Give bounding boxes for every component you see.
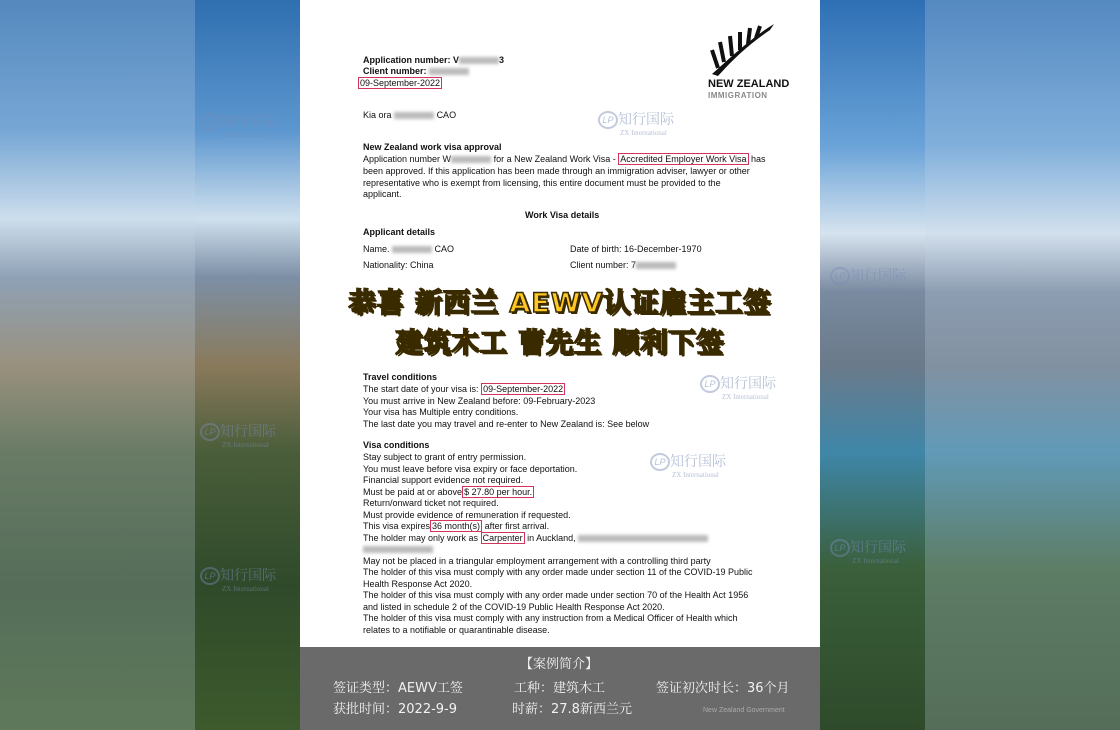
- travel-arrive: You must arrive in New Zealand before: 09-February-2023: [363, 396, 596, 406]
- summary-wage: 时薪：27.8新西兰元: [512, 702, 632, 717]
- condition-duration: This visa expires 36 month(s) after first arrival.: [363, 521, 550, 531]
- watermark: LP 知行国际 ZX International: [200, 566, 276, 594]
- approval-line: Application number W for a New Zealand Work Visa - Accredited Employer Work Visa has: [363, 154, 766, 164]
- letter-date: 09-September-2022: [360, 78, 441, 88]
- applicant-name: Name. CAO: [363, 244, 455, 254]
- travel-title: Travel conditions: [363, 372, 438, 382]
- approval-line: representative who is exempt from licensing, this entire document must be provided to the: [363, 178, 721, 188]
- watermark: LP 知行国际 ZX International: [700, 374, 776, 402]
- date-of-birth: Date of birth: 16-December-1970: [570, 244, 702, 254]
- condition-wage: Must be paid at or above $ 27.80 per hour.: [363, 486, 533, 497]
- travel-start: The start date of your visa is: 09-September-2022: [363, 384, 564, 394]
- condition: You must leave before visa expiry or face deportation.: [363, 463, 578, 474]
- summary-duration: 签证初次时长：36个月: [656, 681, 790, 696]
- nationality: Nationality: China: [363, 260, 434, 270]
- summary-job: 工种：建筑木工: [514, 681, 606, 696]
- background-blur-left: [0, 0, 195, 730]
- watermark: LP 知行国际 ZX International: [598, 110, 674, 138]
- condition: Must provide evidence of remuneration if requested.: [363, 509, 571, 520]
- condition: Health Response Act 2020.: [363, 578, 473, 589]
- logo-subtext: IMMIGRATION: [708, 91, 768, 100]
- summary-title: 【案例简介】: [520, 657, 599, 672]
- nz-immigration-logo: [708, 20, 798, 104]
- approval-title: New Zealand work visa approval: [363, 142, 502, 152]
- travel-last-date: The last date you may travel and re-enter to New Zealand is: See below: [363, 419, 650, 429]
- congrats-banner-line1: 恭喜 新西兰 AEWV认证雇主工签: [348, 288, 772, 319]
- details-title: Work Visa details: [525, 210, 600, 220]
- approval-line: been approved. If this application has been made through an immigration adviser, lawyer or other: [363, 166, 750, 176]
- application-number: Application number: V 3: [363, 55, 505, 65]
- logo-text: NEW ZEALAND: [708, 78, 790, 90]
- redacted-employer: [363, 544, 433, 555]
- condition-occupation: The holder may only work as Carpenter in Auckland,: [363, 533, 708, 544]
- condition: May not be placed in a triangular employment arrangement with a controlling third party: [363, 555, 711, 566]
- client-number: Client number:: [363, 66, 469, 77]
- watermark: LP 知行国际 ZX International: [830, 538, 906, 566]
- travel-entry: Your visa has Multiple entry conditions.: [363, 407, 519, 417]
- client-number-detail: Client number: 7: [570, 260, 676, 271]
- condition: The holder of this visa must comply with any instruction from a Medical Officer of Health which: [363, 613, 738, 623]
- condition: relates to a notifiable or quarantinable disease.: [363, 624, 550, 635]
- nz-government-footer: New Zealand Government: [703, 707, 785, 714]
- case-summary-panel: [300, 647, 820, 730]
- applicant-details-title: Applicant details: [363, 227, 436, 237]
- conditions-title: Visa conditions: [363, 440, 430, 450]
- approval-line: applicant.: [363, 189, 402, 199]
- watermark: LP 知行国际 ZX International: [830, 266, 906, 294]
- greeting: Kia ora CAO: [363, 110, 457, 120]
- watermark: LP 知行国际 ZX International: [200, 112, 276, 140]
- condition: Financial support evidence not required.: [363, 475, 524, 485]
- summary-approved-date: 获批时间：2022-9-9: [333, 702, 458, 717]
- summary-visa-type: 签证类型：AEWV工签: [333, 681, 463, 696]
- background-blur-right: [925, 0, 1120, 730]
- visa-document: [300, 0, 820, 730]
- condition: Stay subject to grant of entry permission.: [363, 452, 527, 462]
- condition: The holder of this visa must comply with any order made under section 70 of the Health Act 1956: [363, 590, 749, 600]
- watermark: LP 知行国际 ZX International: [650, 452, 726, 480]
- watermark: LP 知行国际 ZX International: [200, 422, 276, 450]
- condition: and listed in schedule 2 of the COVID-19 Public Health Response Act 2020.: [363, 601, 665, 612]
- silver-fern-icon: [708, 20, 778, 78]
- congrats-banner-line2: 建筑木工 曹先生 顺利下签: [395, 328, 725, 359]
- condition: Return/onward ticket not required.: [363, 498, 499, 508]
- condition: The holder of this visa must comply with any order made under section 11 of the COVID-19 Public: [363, 567, 753, 577]
